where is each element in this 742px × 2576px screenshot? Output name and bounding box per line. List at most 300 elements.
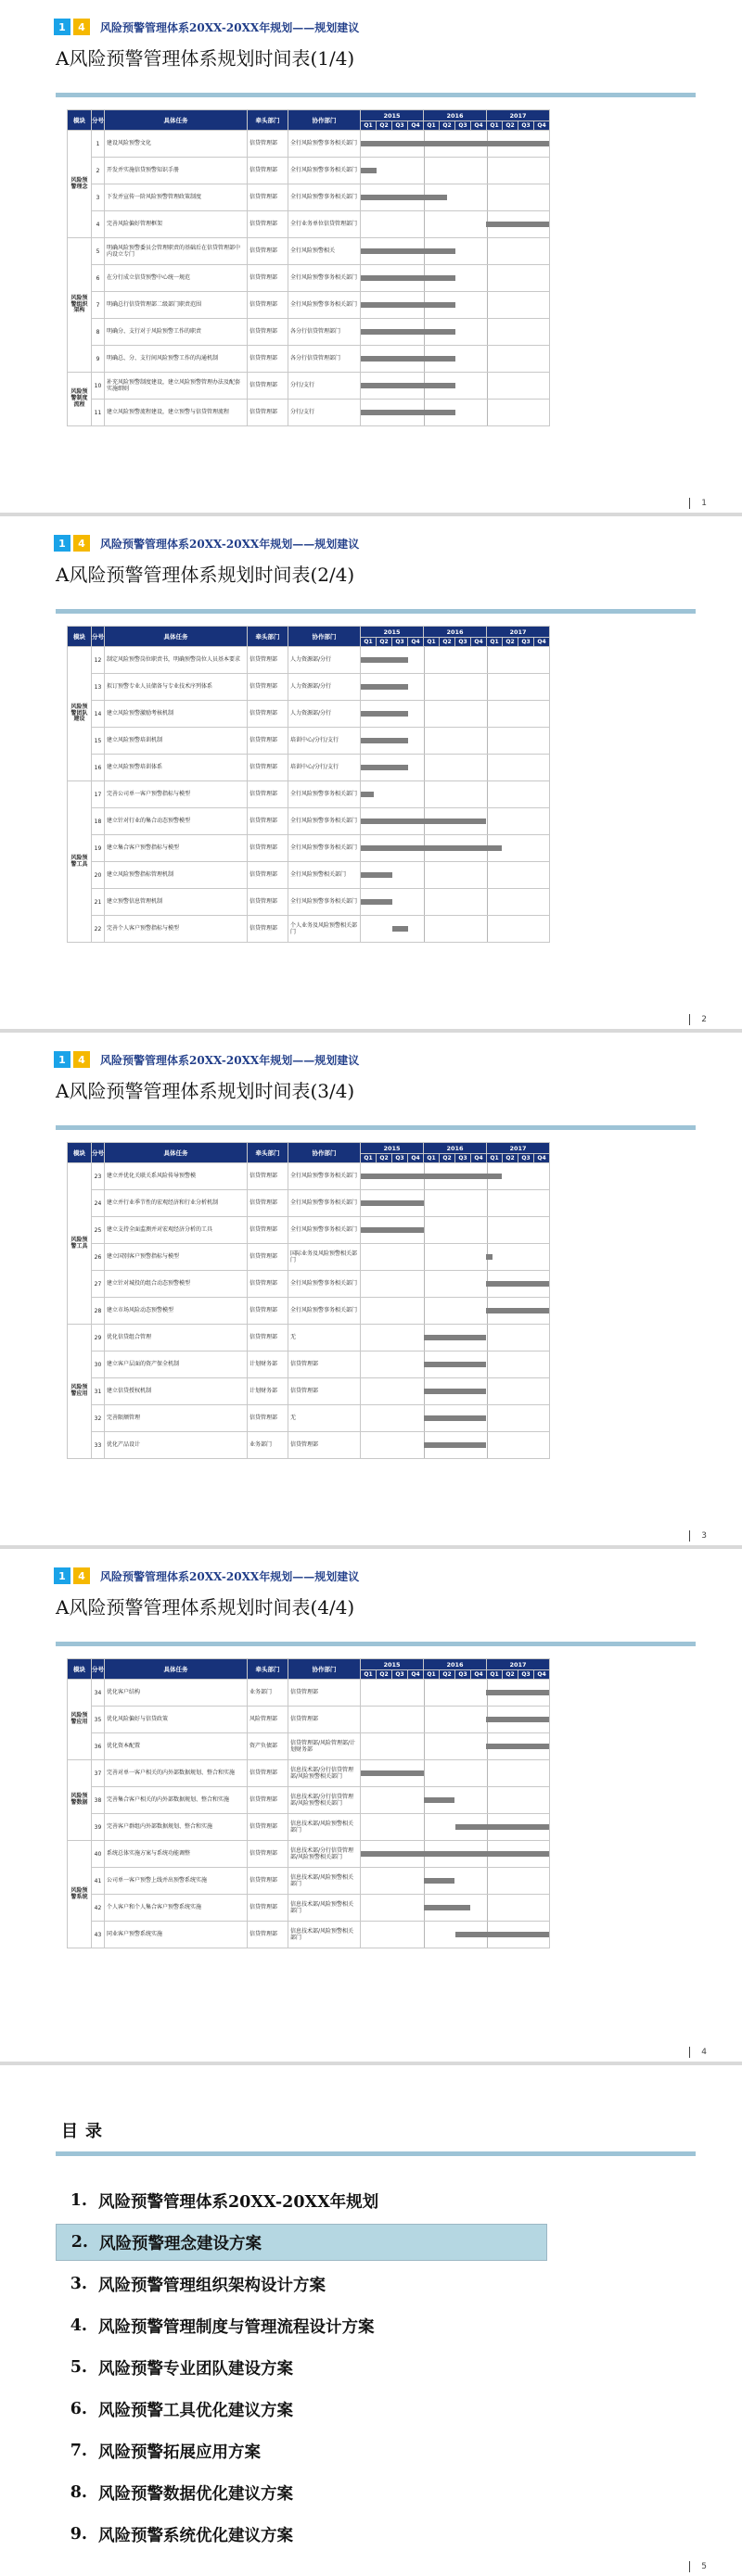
task-description: 优化风险偏好与信贷政策 bbox=[105, 1707, 248, 1733]
cooperating-department: 信息技术部/风险预警相关部门 bbox=[288, 1868, 361, 1895]
year-divider bbox=[424, 701, 425, 727]
col-header-module: 模块 bbox=[68, 1143, 92, 1163]
timeline-bar bbox=[361, 356, 455, 362]
task-description: 优化资本配置 bbox=[105, 1733, 248, 1760]
timeline-bar bbox=[486, 222, 549, 227]
timeline-cell bbox=[361, 184, 550, 211]
cooperating-department: 信息技术部/风险预警相关部门 bbox=[288, 1922, 361, 1948]
table-row bbox=[68, 701, 550, 728]
year-divider bbox=[424, 755, 425, 780]
toc-item[interactable] bbox=[56, 2391, 547, 2428]
task-description: 明确风险预警委员会管理职责的基础后在信贷管理部中内设立专门 bbox=[105, 238, 248, 265]
col-header-task: 具体任务 bbox=[105, 627, 248, 647]
title-rule bbox=[56, 609, 696, 614]
quarter-header: Q3 bbox=[518, 1670, 534, 1680]
lead-department: 信贷管理部 bbox=[248, 1325, 288, 1351]
cooperating-department: 全行风险预警事务相关部门 bbox=[288, 1271, 361, 1298]
table-row bbox=[68, 1760, 550, 1787]
quarter-header: Q1 bbox=[487, 121, 503, 131]
task-number: 25 bbox=[92, 1217, 105, 1244]
year-divider bbox=[424, 1244, 425, 1270]
quarter-header: Q1 bbox=[424, 1670, 440, 1680]
task-description: 建立支持全面监测并对宏观经济分析的工具 bbox=[105, 1217, 248, 1244]
table-row bbox=[68, 131, 550, 158]
toc-item[interactable] bbox=[56, 2265, 547, 2303]
lead-department: 计划财务部 bbox=[248, 1378, 288, 1405]
task-description: 建立针对城投的组合动态预警模型 bbox=[105, 1271, 248, 1298]
col-header-no: 分号 bbox=[92, 110, 105, 131]
lead-department: 信贷管理部 bbox=[248, 265, 288, 292]
cooperating-department: 全行风险预警事务相关部门 bbox=[288, 265, 361, 292]
timeline-cell bbox=[361, 755, 550, 781]
timeline-cell bbox=[361, 1922, 550, 1948]
cooperating-department: 全行风险预警事务相关部门 bbox=[288, 1298, 361, 1325]
slide-2 bbox=[0, 516, 742, 1029]
year-header-2016: 2016 bbox=[424, 1143, 487, 1154]
timeline-bar bbox=[424, 1442, 487, 1448]
task-description: 完善对单一客户相关的内外部数据规划、整合和实施 bbox=[105, 1760, 248, 1787]
timeline-bar bbox=[361, 1200, 424, 1206]
task-number: 15 bbox=[92, 728, 105, 755]
timeline-cell bbox=[361, 1733, 550, 1760]
cooperating-department: 无 bbox=[288, 1405, 361, 1432]
year-divider bbox=[487, 808, 488, 834]
cooperating-department: 人力资源部/分行 bbox=[288, 647, 361, 674]
timeline-cell bbox=[361, 1351, 550, 1378]
page-number: 5 bbox=[689, 2561, 707, 2572]
task-number: 12 bbox=[92, 647, 105, 674]
task-description: 建设风险预警文化 bbox=[105, 131, 248, 158]
task-number: 16 bbox=[92, 755, 105, 781]
task-description: 建立预警信息管理机制 bbox=[105, 889, 248, 916]
quarter-header: Q1 bbox=[424, 638, 440, 647]
table-row bbox=[68, 1271, 550, 1298]
lead-department: 信贷管理部 bbox=[248, 1895, 288, 1922]
year-header-2015: 2015 bbox=[361, 627, 424, 638]
quarter-header: Q4 bbox=[471, 121, 487, 131]
timeline-cell bbox=[361, 265, 550, 292]
timeline-cell bbox=[361, 1271, 550, 1298]
task-description: 建立并行业季节性的宏观经济和行业分析机制 bbox=[105, 1190, 248, 1217]
cooperating-department: 全行业务单位信贷管理部门 bbox=[288, 211, 361, 238]
toc-item-label: 风险预警管理制度与管理流程设计方案 bbox=[98, 2317, 375, 2337]
year-header-2015: 2015 bbox=[361, 110, 424, 121]
cooperating-department: 全行风险预警事务相关部门 bbox=[288, 781, 361, 808]
task-number: 32 bbox=[92, 1405, 105, 1432]
quarter-header: Q3 bbox=[392, 1670, 408, 1680]
cooperating-department: 各分行信贷管理部门 bbox=[288, 346, 361, 373]
quarter-header: Q1 bbox=[361, 1154, 377, 1163]
year-divider bbox=[424, 1271, 425, 1297]
year-divider bbox=[487, 1432, 488, 1458]
table-row bbox=[68, 1378, 550, 1405]
task-description: 在分行成立信贷预警中心统一规范 bbox=[105, 265, 248, 292]
table-row bbox=[68, 1244, 550, 1271]
cooperating-department: 全行风险预警事务相关部门 bbox=[288, 835, 361, 862]
timeline-cell bbox=[361, 319, 550, 346]
timeline-cell bbox=[361, 158, 550, 184]
title-rule bbox=[56, 93, 696, 97]
timeline-bar bbox=[361, 141, 549, 146]
cooperating-department: 信贷管理部/风险管理部/计划财务部 bbox=[288, 1733, 361, 1760]
year-divider bbox=[487, 238, 488, 264]
module-cell: 风险预警工具 bbox=[68, 781, 92, 943]
toc-item-label: 风险预警拓展应用方案 bbox=[98, 2443, 261, 2462]
cooperating-department: 信贷管理部 bbox=[288, 1351, 361, 1378]
task-description: 建立并优化关联关系风险传导预警模 bbox=[105, 1163, 248, 1190]
timeline-bar bbox=[361, 657, 408, 663]
task-description: 优化信贷组合管理 bbox=[105, 1325, 248, 1351]
year-divider bbox=[424, 1680, 425, 1706]
quarter-header: Q4 bbox=[534, 1154, 550, 1163]
cooperating-department: 培训中心/分行/支行 bbox=[288, 755, 361, 781]
table-row bbox=[68, 158, 550, 184]
lead-department: 信贷管理部 bbox=[248, 1868, 288, 1895]
toc-item-number: 1. bbox=[70, 2191, 87, 2210]
table-row bbox=[68, 184, 550, 211]
table-row bbox=[68, 1707, 550, 1733]
quarter-header: Q1 bbox=[361, 121, 377, 131]
task-description: 个人客户和个人集合客户预警系统实施 bbox=[105, 1895, 248, 1922]
timeline-bar bbox=[361, 818, 486, 824]
quarter-header: Q1 bbox=[424, 1154, 440, 1163]
task-number: 21 bbox=[92, 889, 105, 916]
quarter-header: Q3 bbox=[392, 121, 408, 131]
toc-item[interactable] bbox=[56, 2224, 547, 2261]
year-divider bbox=[487, 916, 488, 942]
task-number: 43 bbox=[92, 1922, 105, 1948]
lead-department: 信贷管理部 bbox=[248, 158, 288, 184]
page-number: 3 bbox=[689, 1530, 707, 1542]
timeline-cell bbox=[361, 1787, 550, 1814]
year-divider bbox=[424, 674, 425, 700]
lead-department: 信贷管理部 bbox=[248, 755, 288, 781]
toc-item-number: 6. bbox=[70, 2400, 87, 2418]
table-row bbox=[68, 781, 550, 808]
page-number: 4 bbox=[689, 2047, 707, 2058]
year-divider bbox=[424, 1707, 425, 1732]
timeline-bar bbox=[486, 1254, 493, 1260]
year-divider bbox=[424, 862, 425, 888]
slide-toc bbox=[0, 2065, 742, 2576]
timeline-cell bbox=[361, 1325, 550, 1351]
lead-department: 信贷管理部 bbox=[248, 373, 288, 400]
task-number: 37 bbox=[92, 1760, 105, 1787]
task-number: 34 bbox=[92, 1680, 105, 1707]
table-row bbox=[68, 1680, 550, 1707]
timeline-cell bbox=[361, 1868, 550, 1895]
toc-item[interactable] bbox=[56, 2307, 547, 2344]
lead-department: 业务部门 bbox=[248, 1432, 288, 1459]
cooperating-department: 信贷管理部 bbox=[288, 1378, 361, 1405]
lead-department: 信贷管理部 bbox=[248, 1814, 288, 1841]
task-description: 明确总行信贷管理部二级部门职责范围 bbox=[105, 292, 248, 319]
lead-department: 信贷管理部 bbox=[248, 1405, 288, 1432]
toc-item[interactable] bbox=[56, 2349, 547, 2386]
timeline-cell bbox=[361, 889, 550, 916]
timeline-bar bbox=[361, 248, 455, 254]
task-number: 17 bbox=[92, 781, 105, 808]
quarter-header: Q4 bbox=[534, 1670, 550, 1680]
year-divider bbox=[487, 1895, 488, 1921]
col-header-module: 模块 bbox=[68, 627, 92, 647]
lead-department: 信贷管理部 bbox=[248, 292, 288, 319]
quarter-header: Q3 bbox=[455, 638, 471, 647]
slide-title: A风险预警管理体系规划时间表(4/4) bbox=[56, 1596, 355, 1618]
toc-item[interactable] bbox=[56, 2432, 547, 2469]
year-header-2015: 2015 bbox=[361, 1143, 424, 1154]
task-number: 36 bbox=[92, 1733, 105, 1760]
year-header-2017: 2017 bbox=[487, 1143, 550, 1154]
timeline-bar bbox=[361, 792, 374, 797]
quarter-header: Q4 bbox=[534, 121, 550, 131]
quarter-header: Q3 bbox=[518, 121, 534, 131]
quarter-header: Q2 bbox=[440, 638, 455, 647]
year-divider bbox=[487, 319, 488, 345]
col-header-coop: 协作部门 bbox=[288, 1143, 361, 1163]
year-header-2016: 2016 bbox=[424, 627, 487, 638]
task-number: 27 bbox=[92, 1271, 105, 1298]
cooperating-department: 全行风险预警事务相关部门 bbox=[288, 889, 361, 916]
timeline-cell bbox=[361, 1378, 550, 1405]
lead-department: 信贷管理部 bbox=[248, 238, 288, 265]
table-row bbox=[68, 674, 550, 701]
timeline-cell bbox=[361, 916, 550, 943]
module-cell: 风险预警数据 bbox=[68, 1760, 92, 1841]
task-description: 建立风险预警培训机制 bbox=[105, 728, 248, 755]
year-divider bbox=[487, 292, 488, 318]
quarter-header: Q3 bbox=[455, 1670, 471, 1680]
timeline-bar bbox=[361, 383, 455, 388]
slide-1 bbox=[0, 0, 742, 513]
year-divider bbox=[424, 647, 425, 673]
table-row bbox=[68, 1733, 550, 1760]
table-row bbox=[68, 1922, 550, 1948]
timeline-cell bbox=[361, 238, 550, 265]
task-description: 建立风险预警指标管理机制 bbox=[105, 862, 248, 889]
timeline-bar bbox=[361, 845, 502, 851]
quarter-header: Q1 bbox=[361, 638, 377, 647]
table-row bbox=[68, 1351, 550, 1378]
year-header-2017: 2017 bbox=[487, 1659, 550, 1670]
col-header-dept: 牵头部门 bbox=[248, 1659, 288, 1680]
year-divider bbox=[487, 184, 488, 210]
slide-3 bbox=[0, 1033, 742, 1545]
timeline-bar bbox=[361, 899, 392, 905]
quarter-header: Q4 bbox=[408, 121, 424, 131]
table-row bbox=[68, 916, 550, 943]
year-divider bbox=[424, 889, 425, 915]
page-number: 1 bbox=[689, 498, 707, 509]
year-divider bbox=[424, 211, 425, 237]
year-divider bbox=[424, 728, 425, 754]
module-cell: 风险预警系统 bbox=[68, 1841, 92, 1948]
module-cell: 风险预警应用 bbox=[68, 1325, 92, 1459]
cooperating-department: 信贷管理部 bbox=[288, 1680, 361, 1707]
lead-department: 风险管理部 bbox=[248, 1707, 288, 1733]
cooperating-department: 信息技术部/分行信贷管理部/风险预警相关部门 bbox=[288, 1841, 361, 1868]
timeline-cell bbox=[361, 1163, 550, 1190]
cooperating-department: 全行风险预警事务相关部门 bbox=[288, 292, 361, 319]
task-description: 建立风险预警流程建设，建立预警与信贷管理流程 bbox=[105, 400, 248, 426]
year-divider bbox=[424, 158, 425, 184]
quarter-header: Q4 bbox=[471, 1670, 487, 1680]
lead-department: 信贷管理部 bbox=[248, 701, 288, 728]
year-divider bbox=[487, 1190, 488, 1216]
col-header-coop: 协作部门 bbox=[288, 110, 361, 131]
timeline-bar bbox=[486, 1308, 549, 1313]
timeline-cell bbox=[361, 862, 550, 889]
timeline-bar bbox=[361, 765, 408, 770]
task-number: 11 bbox=[92, 400, 105, 426]
timeline-cell bbox=[361, 647, 550, 674]
section-number-blue: 1 bbox=[54, 19, 70, 35]
table-row bbox=[68, 1163, 550, 1190]
toc-item[interactable] bbox=[56, 2182, 547, 2219]
task-description: 明确总、分、支行间风险预警工作的沟通机制 bbox=[105, 346, 248, 373]
timeline-bar bbox=[361, 195, 447, 200]
toc-item-label: 风险预警工具优化建议方案 bbox=[98, 2401, 293, 2420]
task-description: 建立国别客户预警指标与模型 bbox=[105, 1244, 248, 1271]
task-description: 优化产品设计 bbox=[105, 1432, 248, 1459]
task-description: 建立风险预警激励考核机制 bbox=[105, 701, 248, 728]
year-divider bbox=[487, 1787, 488, 1813]
year-header-2016: 2016 bbox=[424, 1659, 487, 1670]
timeline-cell bbox=[361, 1814, 550, 1841]
cooperating-department: 全行风险预警事务相关部门 bbox=[288, 184, 361, 211]
lead-department: 信贷管理部 bbox=[248, 400, 288, 426]
timeline-bar bbox=[361, 684, 408, 690]
timeline-cell bbox=[361, 400, 550, 426]
lead-department: 信贷管理部 bbox=[248, 1271, 288, 1298]
cooperating-department: 全行风险预警事务相关部门 bbox=[288, 808, 361, 835]
quarter-header: Q3 bbox=[518, 1154, 534, 1163]
quarter-header: Q2 bbox=[503, 121, 518, 131]
table-row bbox=[68, 1814, 550, 1841]
year-divider bbox=[487, 647, 488, 673]
year-divider bbox=[424, 1922, 425, 1948]
year-divider bbox=[487, 158, 488, 184]
task-description: 完善风险偏好管理框架 bbox=[105, 211, 248, 238]
timeline-bar bbox=[361, 711, 408, 717]
module-cell: 风险预警团队建设 bbox=[68, 647, 92, 781]
quarter-header: Q2 bbox=[440, 121, 455, 131]
toc-item-label: 风险预警系统优化建议方案 bbox=[98, 2526, 293, 2545]
cooperating-department: 分行/支行 bbox=[288, 400, 361, 426]
lead-department: 资产负债部 bbox=[248, 1733, 288, 1760]
quarter-header: Q4 bbox=[408, 1154, 424, 1163]
task-description: 制定风险预警岗位职责书，明确预警岗位人员基本要求 bbox=[105, 647, 248, 674]
toc-item[interactable] bbox=[56, 2516, 547, 2553]
lead-department: 信贷管理部 bbox=[248, 1787, 288, 1814]
task-number: 8 bbox=[92, 319, 105, 346]
cooperating-department: 全行风险预警事务相关部门 bbox=[288, 158, 361, 184]
year-divider bbox=[487, 346, 488, 372]
task-description: 同业客户预警系统实施 bbox=[105, 1922, 248, 1948]
header-text: 风险预警管理体系20XX-20XX年规划——规划建议 bbox=[100, 20, 360, 34]
lead-department: 信贷管理部 bbox=[248, 728, 288, 755]
task-number: 35 bbox=[92, 1707, 105, 1733]
slide-header bbox=[54, 535, 359, 552]
quarter-header: Q1 bbox=[487, 638, 503, 647]
timeline-bar bbox=[424, 1905, 471, 1910]
slide-header bbox=[54, 1051, 359, 1068]
year-header-2015: 2015 bbox=[361, 1659, 424, 1670]
quarter-header: Q4 bbox=[471, 1154, 487, 1163]
table-row bbox=[68, 1298, 550, 1325]
task-number: 10 bbox=[92, 373, 105, 400]
quarter-header: Q2 bbox=[377, 638, 392, 647]
timeline-bar bbox=[424, 1362, 487, 1367]
table-row bbox=[68, 400, 550, 426]
cooperating-department: 人力资源部/分行 bbox=[288, 674, 361, 701]
cooperating-department: 全行风险预警事务相关部门 bbox=[288, 1163, 361, 1190]
task-number: 23 bbox=[92, 1163, 105, 1190]
table-row bbox=[68, 1787, 550, 1814]
lead-department: 计划财务部 bbox=[248, 1351, 288, 1378]
cooperating-department: 全行风险预警事务相关部门 bbox=[288, 131, 361, 158]
table-row bbox=[68, 1325, 550, 1351]
timeline-bar bbox=[424, 1878, 455, 1884]
lead-department: 信贷管理部 bbox=[248, 647, 288, 674]
timeline-bar bbox=[361, 1851, 549, 1857]
task-description: 明确分、支行对于风险预警工作的职责 bbox=[105, 319, 248, 346]
quarter-header: Q3 bbox=[392, 1154, 408, 1163]
lead-department: 信贷管理部 bbox=[248, 1298, 288, 1325]
cooperating-department: 培训中心/分行/支行 bbox=[288, 728, 361, 755]
table-row bbox=[68, 835, 550, 862]
timeline-bar bbox=[361, 1770, 424, 1776]
task-number: 6 bbox=[92, 265, 105, 292]
task-number: 42 bbox=[92, 1895, 105, 1922]
cooperating-department: 个人业务及风险预警相关部门 bbox=[288, 916, 361, 943]
task-description: 完善集合客户相关的内外部数据规划、整合和实施 bbox=[105, 1787, 248, 1814]
toc-item-number: 8. bbox=[70, 2483, 87, 2502]
lead-department: 信贷管理部 bbox=[248, 1841, 288, 1868]
table-row bbox=[68, 755, 550, 781]
timeline-cell bbox=[361, 728, 550, 755]
year-divider bbox=[487, 1760, 488, 1786]
quarter-header: Q2 bbox=[377, 121, 392, 131]
timeline-cell bbox=[361, 373, 550, 400]
cooperating-department: 分行/支行 bbox=[288, 373, 361, 400]
quarter-header: Q4 bbox=[534, 638, 550, 647]
quarter-header: Q4 bbox=[471, 638, 487, 647]
task-number: 40 bbox=[92, 1841, 105, 1868]
year-divider bbox=[424, 1733, 425, 1759]
toc-item-number: 3. bbox=[70, 2275, 87, 2293]
col-header-task: 具体任务 bbox=[105, 1143, 248, 1163]
timeline-cell bbox=[361, 292, 550, 319]
task-number: 26 bbox=[92, 1244, 105, 1271]
col-header-dept: 牵头部门 bbox=[248, 1143, 288, 1163]
task-number: 38 bbox=[92, 1787, 105, 1814]
year-divider bbox=[424, 1298, 425, 1324]
header-text: 风险预警管理体系20XX-20XX年规划——规划建议 bbox=[100, 537, 360, 551]
header-text: 风险预警管理体系20XX-20XX年规划——规划建议 bbox=[100, 1053, 360, 1067]
section-number-yellow: 4 bbox=[73, 1567, 90, 1584]
task-number: 31 bbox=[92, 1378, 105, 1405]
slide-4 bbox=[0, 1549, 742, 2062]
col-header-no: 分号 bbox=[92, 1143, 105, 1163]
year-header-2016: 2016 bbox=[424, 110, 487, 121]
module-cell: 风险预警组织架构 bbox=[68, 238, 92, 373]
table-row bbox=[68, 1841, 550, 1868]
table-row bbox=[68, 346, 550, 373]
task-description: 建立客户层面的资产保全机制 bbox=[105, 1351, 248, 1378]
toc-item[interactable] bbox=[56, 2474, 547, 2511]
year-divider bbox=[487, 674, 488, 700]
